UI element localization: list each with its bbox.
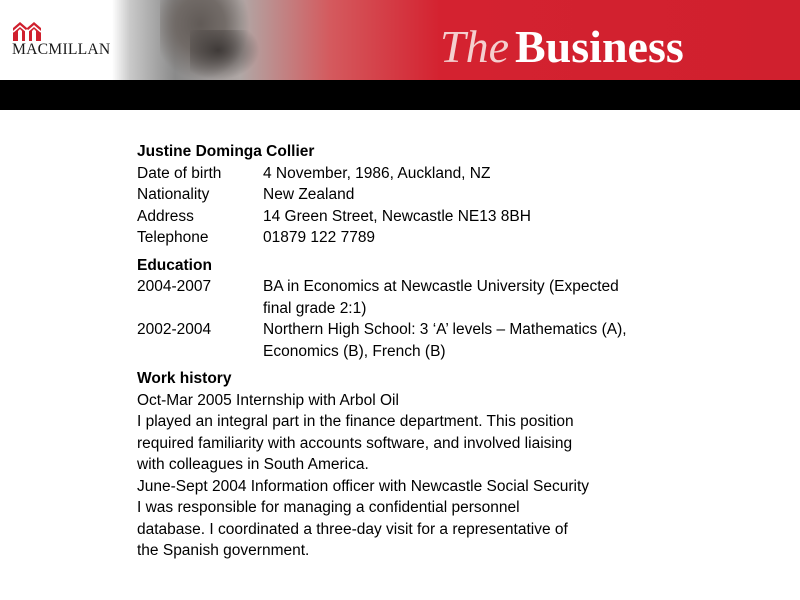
- work-line: database. I coordinated a three-day visit for a representative of: [137, 520, 568, 538]
- education-section: [137, 255, 697, 363]
- title-the: The: [440, 21, 509, 72]
- header-divider-bar: [0, 80, 800, 110]
- education-line: Northern High School: 3 ‘A’ levels – Mathematics (A),: [263, 321, 627, 338]
- personal-value: 14 Green Street, Newcastle NE13 8BH: [263, 207, 531, 225]
- title-business: Business: [515, 21, 684, 72]
- cv-name: Justine Dominga Collier: [137, 143, 315, 160]
- work-line: I was responsible for managing a confidential personnel: [137, 499, 520, 516]
- personal-row: [137, 206, 697, 228]
- banner-photo-shadow: [190, 30, 260, 80]
- personal-row: [137, 227, 697, 249]
- education-detail: [263, 276, 697, 319]
- work-line: I played an integral part in the finance department. This position: [137, 413, 574, 430]
- product-title: [440, 20, 684, 74]
- work-line: required familiarity with accounts software, and involved liaising: [137, 434, 573, 452]
- education-line: Economics (B), French (B): [263, 342, 446, 360]
- work-line: with colleagues in South America.: [137, 456, 369, 473]
- personal-value: 01879 122 7789: [263, 229, 376, 246]
- education-detail: [263, 319, 697, 362]
- work-line: the Spanish government.: [137, 542, 310, 559]
- education-heading: Education: [137, 256, 212, 274]
- macmillan-logo-icon: [12, 20, 42, 42]
- personal-row: [137, 163, 697, 185]
- macmillan-logo: [12, 20, 112, 70]
- work-line: Oct-Mar 2005 Internship with Arbol Oil: [137, 391, 399, 409]
- personal-label: Address: [137, 207, 194, 225]
- education-line: final grade 2:1): [263, 299, 367, 317]
- cv-content: [137, 141, 697, 562]
- work-line: June-Sept 2004 Information officer with Newcastle Social Security: [137, 477, 590, 495]
- work-heading: Work history: [137, 370, 232, 387]
- personal-row: [137, 184, 697, 206]
- personal-label: Nationality: [137, 186, 210, 203]
- education-period: 2004-2007: [137, 278, 212, 295]
- personal-value: New Zealand: [263, 186, 355, 203]
- education-period: 2002-2004: [137, 321, 212, 338]
- personal-value: 4 November, 1986, Auckland, NZ: [263, 164, 491, 182]
- education-line: BA in Economics at Newcastle University (Expected: [263, 278, 619, 295]
- header-banner: [0, 0, 800, 80]
- education-row: [137, 276, 697, 319]
- publisher-name: MACMILLAN: [12, 41, 111, 58]
- education-row: [137, 319, 697, 362]
- personal-label: Date of birth: [137, 164, 222, 182]
- personal-label: Telephone: [137, 229, 209, 246]
- work-section: [137, 368, 697, 562]
